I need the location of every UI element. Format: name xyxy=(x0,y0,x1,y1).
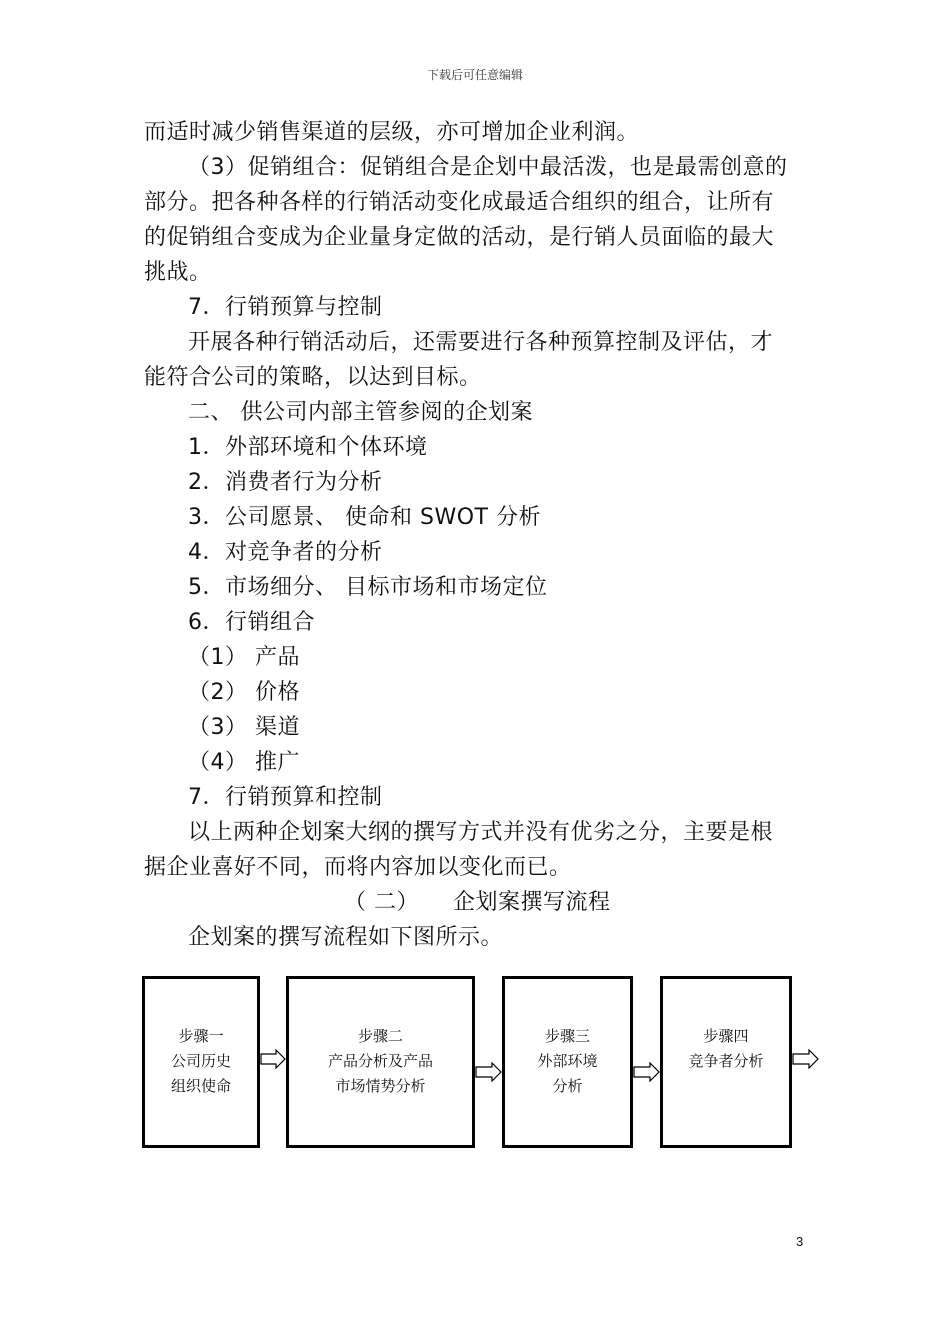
flow-step-box xyxy=(286,976,475,1148)
text-line: 7．行销预算与控制 xyxy=(188,295,383,320)
flow-step-label: 步骤一 xyxy=(178,1027,224,1045)
page-number: 3 xyxy=(796,1234,804,1249)
list-item: 4．对竞争者的分析 xyxy=(188,540,383,565)
text-line: 据企业喜好不同，而将内容加以变化而已。 xyxy=(144,855,572,880)
text-line: 挑战。 xyxy=(144,260,212,285)
list-item: 3．公司愿景、 使命和 SWOT 分析 xyxy=(188,505,541,530)
right-arrow-icon xyxy=(475,1062,502,1082)
section-heading: 二、 供公司内部主管参阅的企划案 xyxy=(188,400,533,425)
right-arrow-icon xyxy=(633,1062,660,1082)
flow-step-label: 分析 xyxy=(552,1077,583,1095)
flow-step-label: 市场情势分析 xyxy=(335,1077,426,1095)
flow-step-box xyxy=(502,976,633,1148)
list-item: 1．外部环境和个体环境 xyxy=(188,435,428,460)
flow-step-label: 组织使命 xyxy=(170,1077,231,1095)
flow-step-box xyxy=(142,976,260,1148)
page-header: 下载后可任意编辑 xyxy=(426,68,523,82)
text-line: 能符合公司的策略，以达到目标。 xyxy=(144,365,482,390)
text-line: 以上两种企划案大纲的撰写方式并没有优劣之分，主要是根 xyxy=(188,820,774,845)
list-subitem: （3） 渠道 xyxy=(188,715,300,740)
flow-step-label: 公司历史 xyxy=(170,1052,231,1070)
right-arrow-icon xyxy=(260,1049,286,1069)
list-subitem: （2） 价格 xyxy=(188,680,300,705)
list-item: 6．行销组合 xyxy=(188,610,315,635)
flow-step-label: 步骤三 xyxy=(544,1027,590,1045)
text-line: （3）促销组合：促销组合是企划中最活泼，也是最需创意的 xyxy=(188,155,788,180)
right-arrow-icon xyxy=(792,1049,819,1069)
flow-step-label: 步骤四 xyxy=(703,1027,749,1045)
flow-step-label: 步骤二 xyxy=(357,1027,403,1045)
list-item: 5．市场细分、 目标市场和市场定位 xyxy=(188,575,548,600)
list-subitem: （1） 产品 xyxy=(188,645,300,670)
text-line: 而适时减少销售渠道的层级，亦可增加企业利润。 xyxy=(144,120,640,145)
text-line: 开展各种行销活动后，还需要进行各种预算控制及评估，才 xyxy=(188,330,774,355)
list-item: 2．消费者行为分析 xyxy=(188,470,383,495)
text-line: 的促销组合变成为企业量身定做的活动，是行销人员面临的最大 xyxy=(144,225,775,250)
flow-step-label: 外部环境 xyxy=(537,1052,598,1070)
text-line: 企划案的撰写流程如下图所示。 xyxy=(188,925,504,950)
flow-step-label: 竞争者分析 xyxy=(688,1052,764,1070)
section-heading: （ 二） 企划案撰写流程 xyxy=(344,890,611,915)
flow-step-box xyxy=(660,976,792,1148)
list-item: 7．行销预算和控制 xyxy=(188,785,383,810)
flow-step-label: 产品分析及产品 xyxy=(327,1052,433,1070)
list-subitem: （4） 推广 xyxy=(188,750,300,775)
text-line: 部分。把各种各样的行销活动变化成最适合组织的组合，让所有 xyxy=(144,190,775,215)
